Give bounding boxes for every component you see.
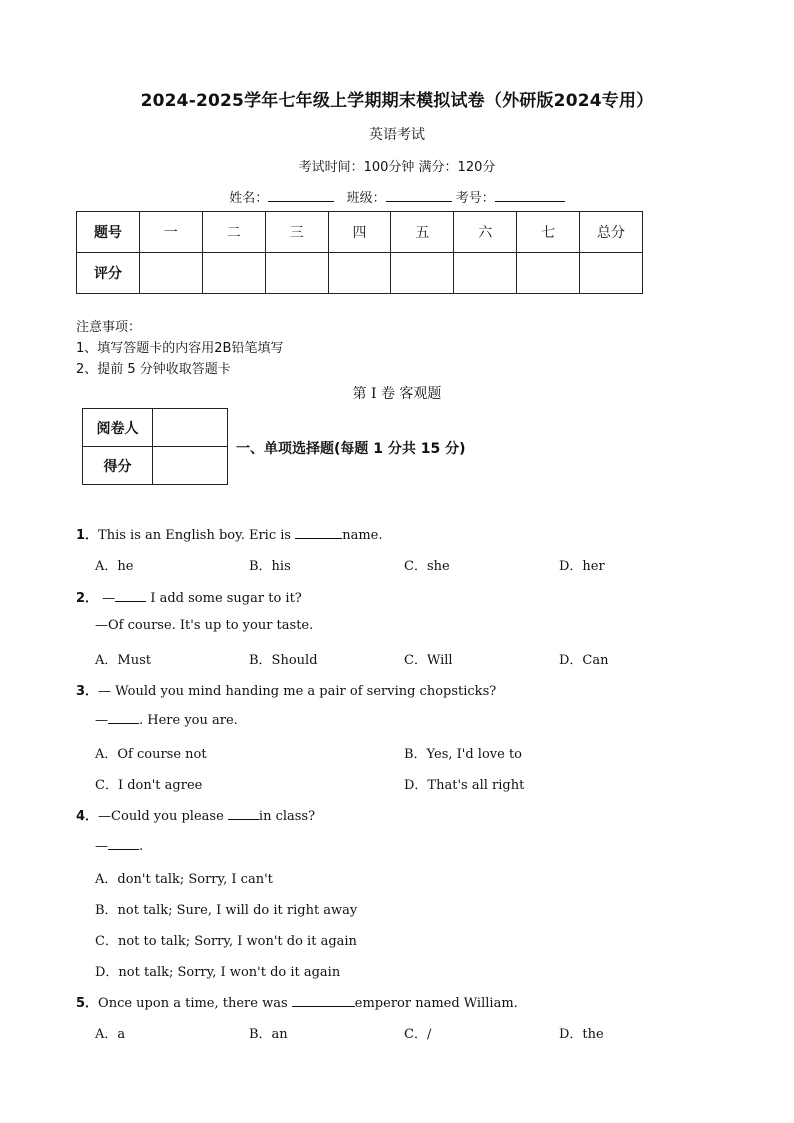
option-c[interactable]: C．I don't agree: [95, 778, 203, 793]
score-cell[interactable]: [265, 253, 328, 294]
question-3: [76, 680, 496, 699]
section-title: 第 I 卷 客观题: [352, 386, 442, 402]
question-reply: [95, 837, 143, 854]
answer-blank[interactable]: [228, 807, 259, 820]
reply-end: . Here you are.: [139, 713, 238, 728]
option-c[interactable]: C．she: [404, 559, 450, 574]
score-column-total: 总分: [580, 212, 643, 253]
score-cell[interactable]: [202, 253, 265, 294]
option-b[interactable]: B．not talk; Sure, I will do it right away: [95, 903, 358, 918]
question-reply: [95, 711, 238, 728]
note-item: 1、填写答题卡的内容用2B铅笔填写: [76, 341, 284, 356]
option-c[interactable]: C．not to talk; Sorry, I won't do it again: [95, 934, 357, 949]
answer-blank[interactable]: [108, 711, 139, 724]
score-table-header-row: [77, 212, 643, 253]
score-column-3: 三: [265, 212, 328, 253]
grader-cell[interactable]: [153, 409, 228, 447]
option-d[interactable]: D．Can: [559, 653, 609, 668]
question-number-label: 题号: [77, 212, 140, 253]
part-title: 一、单项选择题(每题 1 分共 15 分): [236, 441, 466, 457]
question-stem-end: I add some sugar to it?: [146, 591, 302, 606]
question-number: 3．: [76, 684, 99, 699]
question-stem: — Would you mind handing me a pair of serving chopsticks?: [98, 684, 497, 699]
option-b[interactable]: B．an: [249, 1027, 288, 1042]
score-cell[interactable]: [454, 253, 517, 294]
answer-blank[interactable]: [115, 589, 146, 602]
option-c[interactable]: C．Will: [404, 653, 453, 668]
option-b[interactable]: B．Should: [249, 653, 318, 668]
question-2: [76, 587, 302, 606]
reply-end: .: [139, 839, 144, 854]
number-label: 考号：: [455, 191, 495, 206]
option-d[interactable]: D．the: [559, 1027, 604, 1042]
name-blank[interactable]: [268, 187, 334, 202]
option-a[interactable]: A．Must: [95, 653, 151, 668]
score-table: [76, 211, 643, 294]
class-label: 班级：: [346, 191, 386, 206]
score-row-label: 评分: [77, 253, 140, 294]
score-column-4: 四: [328, 212, 391, 253]
question-number: 2．: [76, 591, 99, 606]
option-d[interactable]: D．not talk; Sorry, I won't do it again: [95, 965, 341, 980]
student-info-fields: [0, 187, 794, 206]
question-stem-end: name.: [342, 528, 383, 543]
answer-blank[interactable]: [108, 837, 139, 850]
score-cell[interactable]: [391, 253, 454, 294]
question-stem-end: in class?: [258, 809, 316, 824]
score-column-5: 五: [391, 212, 454, 253]
score-column-1: 一: [139, 212, 202, 253]
question-number: 4．: [76, 809, 99, 824]
option-a[interactable]: A．he: [95, 559, 134, 574]
question-stem: Once upon a time, there was: [98, 996, 292, 1011]
score-cell[interactable]: [328, 253, 391, 294]
question-5: [76, 992, 518, 1011]
score-cell[interactable]: [517, 253, 580, 294]
exam-time-info: 考试时间：100分钟 满分：120分: [298, 160, 496, 175]
name-label: 姓名：: [229, 191, 269, 206]
option-a[interactable]: A．Of course not: [95, 747, 207, 762]
notes-heading: 注意事项：: [76, 320, 142, 335]
option-d[interactable]: D．That's all right: [404, 778, 525, 793]
score-cell[interactable]: [580, 253, 643, 294]
question-number: 1．: [76, 528, 99, 543]
note-item: 2、提前 5 分钟收取答题卡: [76, 362, 231, 377]
score-table-score-row: [77, 253, 643, 294]
question-1: [76, 524, 383, 543]
option-d[interactable]: D．her: [559, 559, 605, 574]
question-reply: —Of course. It's up to your taste.: [95, 618, 314, 633]
class-blank[interactable]: [386, 187, 452, 202]
grader-score-cell[interactable]: [153, 447, 228, 485]
option-c[interactable]: C．/: [404, 1027, 432, 1042]
question-number: 5．: [76, 996, 99, 1011]
score-column-6: 六: [454, 212, 517, 253]
exam-notes: [76, 317, 283, 380]
option-a[interactable]: A．don't talk; Sorry, I can't: [95, 872, 273, 887]
number-blank[interactable]: [495, 187, 565, 202]
reply-dash: —: [95, 713, 108, 728]
question-4: [76, 805, 315, 824]
option-b[interactable]: B．his: [249, 559, 291, 574]
grader-label: 阅卷人: [83, 409, 153, 447]
question-stem-end: emperor named William.: [354, 996, 518, 1011]
question-stem: This is an English boy. Eric is: [98, 528, 296, 543]
exam-subject: 英语考试: [369, 127, 425, 143]
grader-score-label: 得分: [83, 447, 153, 485]
question-stem: —: [98, 591, 116, 606]
option-a[interactable]: A．a: [95, 1027, 126, 1042]
score-column-2: 二: [202, 212, 265, 253]
option-b[interactable]: B．Yes, I'd love to: [404, 747, 523, 762]
answer-blank[interactable]: [295, 526, 342, 539]
exam-title: 2024-2025学年七年级上学期期末模拟试卷（外研版2024专用）: [140, 91, 654, 111]
answer-blank[interactable]: [292, 994, 355, 1007]
score-cell[interactable]: [139, 253, 202, 294]
reply-dash: —: [95, 839, 108, 854]
score-column-7: 七: [517, 212, 580, 253]
grader-table: [82, 408, 228, 485]
question-stem: —Could you please: [98, 809, 228, 824]
